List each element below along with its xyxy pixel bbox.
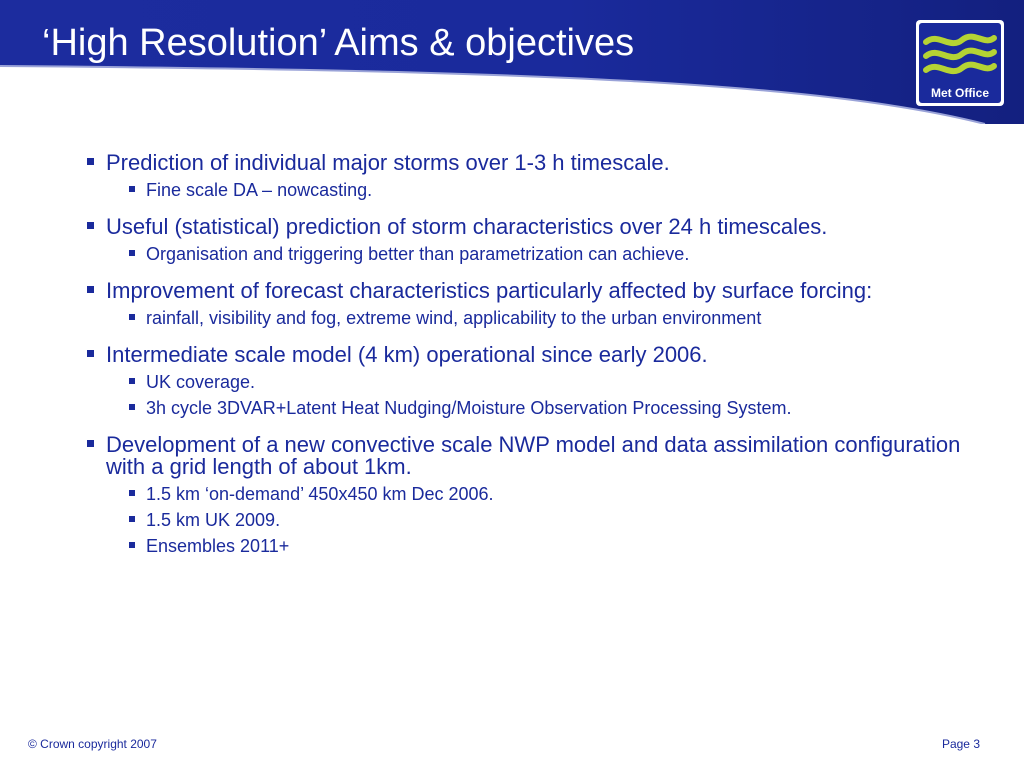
slide-title: ‘High Resolution’ Aims & objectives <box>42 22 635 64</box>
bullet-text: Improvement of forecast characteristics particularly affected by surface forcing: <box>106 278 873 303</box>
bullet-text: Development of a new convective scale NWP model and data assimilation configuration with a grid length of about 1km. <box>106 432 961 479</box>
sub-bullet-item <box>128 536 986 556</box>
sub-bullet-text: rainfall, visibility and fog, extreme wind, applicability to the urban environment <box>146 308 762 328</box>
square-bullet-icon <box>87 350 94 357</box>
square-bullet-icon <box>87 440 94 447</box>
sub-bullet-text: UK coverage. <box>146 372 256 392</box>
bullet-item <box>86 434 986 556</box>
square-bullet-icon <box>129 516 135 522</box>
sub-bullet-item <box>128 180 986 200</box>
sub-bullet-item <box>128 372 986 392</box>
square-bullet-icon <box>87 158 94 165</box>
sub-bullet-text: 1.5 km ‘on-demand’ 450x450 km Dec 2006. <box>146 484 494 504</box>
square-bullet-icon <box>129 314 135 320</box>
sub-bullet-list <box>106 244 986 264</box>
bullet-item <box>86 344 986 418</box>
bullet-item <box>86 152 986 200</box>
square-bullet-icon <box>129 542 135 548</box>
sub-bullet-item <box>128 244 986 264</box>
sub-bullet-list <box>106 308 986 328</box>
bullet-list <box>86 152 986 556</box>
sub-bullet-list <box>106 180 986 200</box>
sub-bullet-item <box>128 398 986 418</box>
bullet-item <box>86 216 986 264</box>
sub-bullet-item <box>128 308 986 328</box>
square-bullet-icon <box>129 404 135 410</box>
square-bullet-icon <box>129 490 135 496</box>
met-office-waves-icon <box>916 20 1004 106</box>
sub-bullet-item <box>128 484 986 504</box>
sub-bullet-text: Fine scale DA – nowcasting. <box>146 180 373 200</box>
sub-bullet-text: 1.5 km UK 2009. <box>146 510 281 530</box>
sub-bullet-text: 3h cycle 3DVAR+Latent Heat Nudging/Moisture Observation Processing System. <box>146 398 792 418</box>
sub-bullet-text: Ensembles 2011+ <box>146 536 290 556</box>
met-office-logo <box>916 20 1004 106</box>
bullet-text: Prediction of individual major storms over 1-3 h timescale. <box>106 150 670 175</box>
square-bullet-icon <box>129 250 135 256</box>
slide-header <box>0 0 1024 124</box>
footer-copyright: © Crown copyright 2007 <box>28 737 157 751</box>
sub-bullet-text: Organisation and triggering better than parametrization can achieve. <box>146 244 690 264</box>
bullet-text: Intermediate scale model (4 km) operational since early 2006. <box>106 342 708 367</box>
square-bullet-icon <box>129 378 135 384</box>
logo-text: Met Office <box>930 86 990 100</box>
bullet-text: Useful (statistical) prediction of storm characteristics over 24 h timescales. <box>106 214 828 239</box>
bullet-item <box>86 280 986 328</box>
sub-bullet-list <box>106 372 986 418</box>
square-bullet-icon <box>87 222 94 229</box>
square-bullet-icon <box>87 286 94 293</box>
sub-bullet-list <box>106 484 986 556</box>
sub-bullet-item <box>128 510 986 530</box>
page-number: Page 3 <box>941 737 980 751</box>
square-bullet-icon <box>129 186 135 192</box>
